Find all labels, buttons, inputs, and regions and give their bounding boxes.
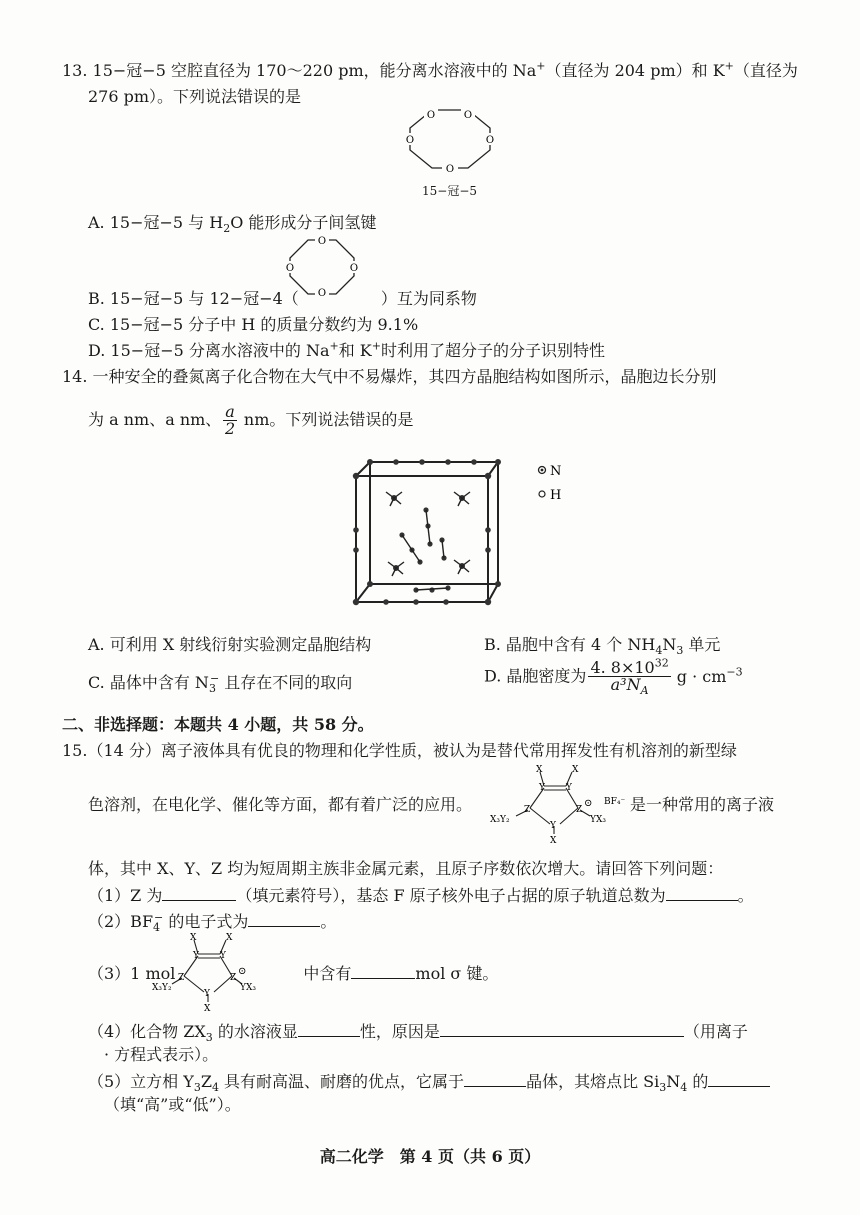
q14-option-c: C. 晶体中含有 $N_3^-$ 且存在不同的取向 (88, 671, 353, 696)
o-atom: O (317, 288, 327, 298)
svg-text:Y: Y (193, 951, 199, 961)
q15-part3: （3）1 mol 中含有 mol σ 键。 (88, 964, 499, 983)
ionic-liquid-structure (486, 762, 636, 844)
o-atom: O (285, 263, 295, 274)
q15-part4: （4）化合物 $ZX_3$ 的水溶液显 性，原因是 （用离子 (88, 1022, 748, 1045)
q13-option-b: B. 15−冠−5 与 12−冠−4（ ）互为同系物 (88, 289, 477, 308)
q13-stem-line1: 13. 15−冠−5 空腔直径为 170～220 pm，能分离水溶液中的 Na+（直径为 204 pm）和 K+（直径为 (62, 59, 798, 80)
svg-text:Y: Y (539, 783, 545, 793)
page-footer: 高二化学 第 4 页（共 6 页） (319, 1147, 541, 1166)
legend-h: H (550, 488, 562, 503)
svg-text:X: X (204, 1004, 211, 1012)
svg-text:X: X (572, 765, 579, 775)
q15-part5: （5）立方相 $Y_3Z_4$ 具有耐高温、耐磨的优点，它属于 晶体，其熔点比 $Si_3N_4$ 的 (88, 1070, 770, 1093)
svg-text:Y: Y (220, 951, 226, 961)
svg-text:⊙: ⊙ (584, 798, 593, 809)
svg-text:YX₃: YX₃ (240, 983, 256, 993)
svg-text:Z: Z (524, 805, 531, 815)
crystal-cell-figure (346, 440, 576, 622)
q15-line1: 15.（14 分）离子液体具有优良的物理和化学性质，被认为是替代常用挥发性有机溶剂的新型绿 (62, 741, 737, 760)
answer-blank[interactable] (248, 910, 320, 927)
q15-part5-line2: （填“高”或“低”）。 (104, 1095, 241, 1114)
q13-option-a: A. 15−冠−5 与 $H_2O$ 能形成分子间氢键 (88, 213, 377, 236)
svg-text:Y: Y (566, 783, 572, 793)
svg-text:Y: Y (204, 989, 210, 999)
answer-blank[interactable] (440, 1020, 684, 1037)
q15-line3: 体，其中 X、Y、Z 均为短周期主族非金属元素，且原子序数依次增大。请回答下列问题： (88, 859, 724, 878)
svg-text:X₃Y₂: X₃Y₂ (152, 983, 172, 993)
o-atom: O (463, 110, 473, 121)
q15-part1: （1）Z 为 （填元素符号），基态 F 原子核外电子占据的原子轨道总数为 。 (88, 886, 754, 905)
answer-blank[interactable] (464, 1070, 526, 1087)
q14-option-b: B. 晶胞中含有 4 个 $NH_4N_3$ 单元 (484, 635, 721, 658)
q13-option-d: D. 15−冠−5 分离水溶液中的 Na+和 K+时利用了超分子的分子识别特性 (88, 339, 605, 360)
o-atom: O (317, 236, 327, 247)
answer-blank[interactable] (298, 1020, 360, 1037)
svg-text:Y: Y (550, 821, 556, 831)
o-atom: O (445, 164, 455, 174)
q15-part4-line2: · 方程式表示）。 (104, 1045, 219, 1064)
answer-blank[interactable] (351, 962, 415, 979)
q15-part2: $(2)BF_4^-$ 的电子式为 。 (88, 910, 337, 935)
o-atom: O (405, 135, 415, 146)
svg-text:X: X (550, 836, 557, 844)
o-atom: O (426, 110, 436, 121)
o-atom: O (349, 263, 359, 274)
svg-text:X₃Y₂: X₃Y₂ (490, 815, 510, 825)
svg-text:YX₃: YX₃ (590, 815, 606, 825)
svg-text:⊙: ⊙ (238, 966, 247, 977)
svg-text:X: X (190, 933, 197, 943)
q14-stem-line2: 为 a nm、a nm、 $\frac{a}{2}$ nm。下列说法错误的是 (88, 402, 414, 438)
svg-text:X: X (226, 933, 233, 943)
q15-line2: 色溶剂，在电化学、催化等方面，都有着广泛的应用。 是一种常用的离子液 (88, 795, 775, 814)
o-atom: O (485, 135, 495, 146)
q14-option-a: A. 可利用 X 射线衍射实验测定晶胞结构 (88, 635, 372, 654)
svg-text:Z: Z (178, 973, 185, 983)
answer-blank[interactable] (162, 884, 236, 901)
legend-n: N (550, 464, 562, 479)
q13-option-c: C. 15−冠−5 分子中 H 的质量分数约为 9.1% (88, 315, 419, 334)
svg-text:X: X (536, 765, 543, 775)
crown-figure-label: 15−冠−5 (422, 184, 478, 198)
q13-stem-line2: 276 pm）。下列说法错误的是 (88, 87, 302, 106)
bf4-label: BF₄⁻ (604, 797, 626, 807)
q14-stem-line1: 14. 一种安全的叠氮离子化合物在大气中不易爆炸，其四方晶胞结构如图所示，晶胞边长分别 (62, 367, 717, 386)
section2-heading: 二、非选择题：本题共 4 小题，共 58 分。 (62, 715, 374, 734)
q14-option-d: D. 晶胞密度为 $\frac{4. 8\times 10^{32}}{a^3N_A}$ $g \cdot cm^{-3}$ (484, 656, 743, 698)
answer-blank[interactable] (708, 1070, 770, 1087)
svg-text:Z: Z (576, 805, 583, 815)
svg-text:Z: Z (230, 973, 237, 983)
answer-blank[interactable] (666, 884, 738, 901)
crown-15-5-structure (402, 104, 498, 174)
